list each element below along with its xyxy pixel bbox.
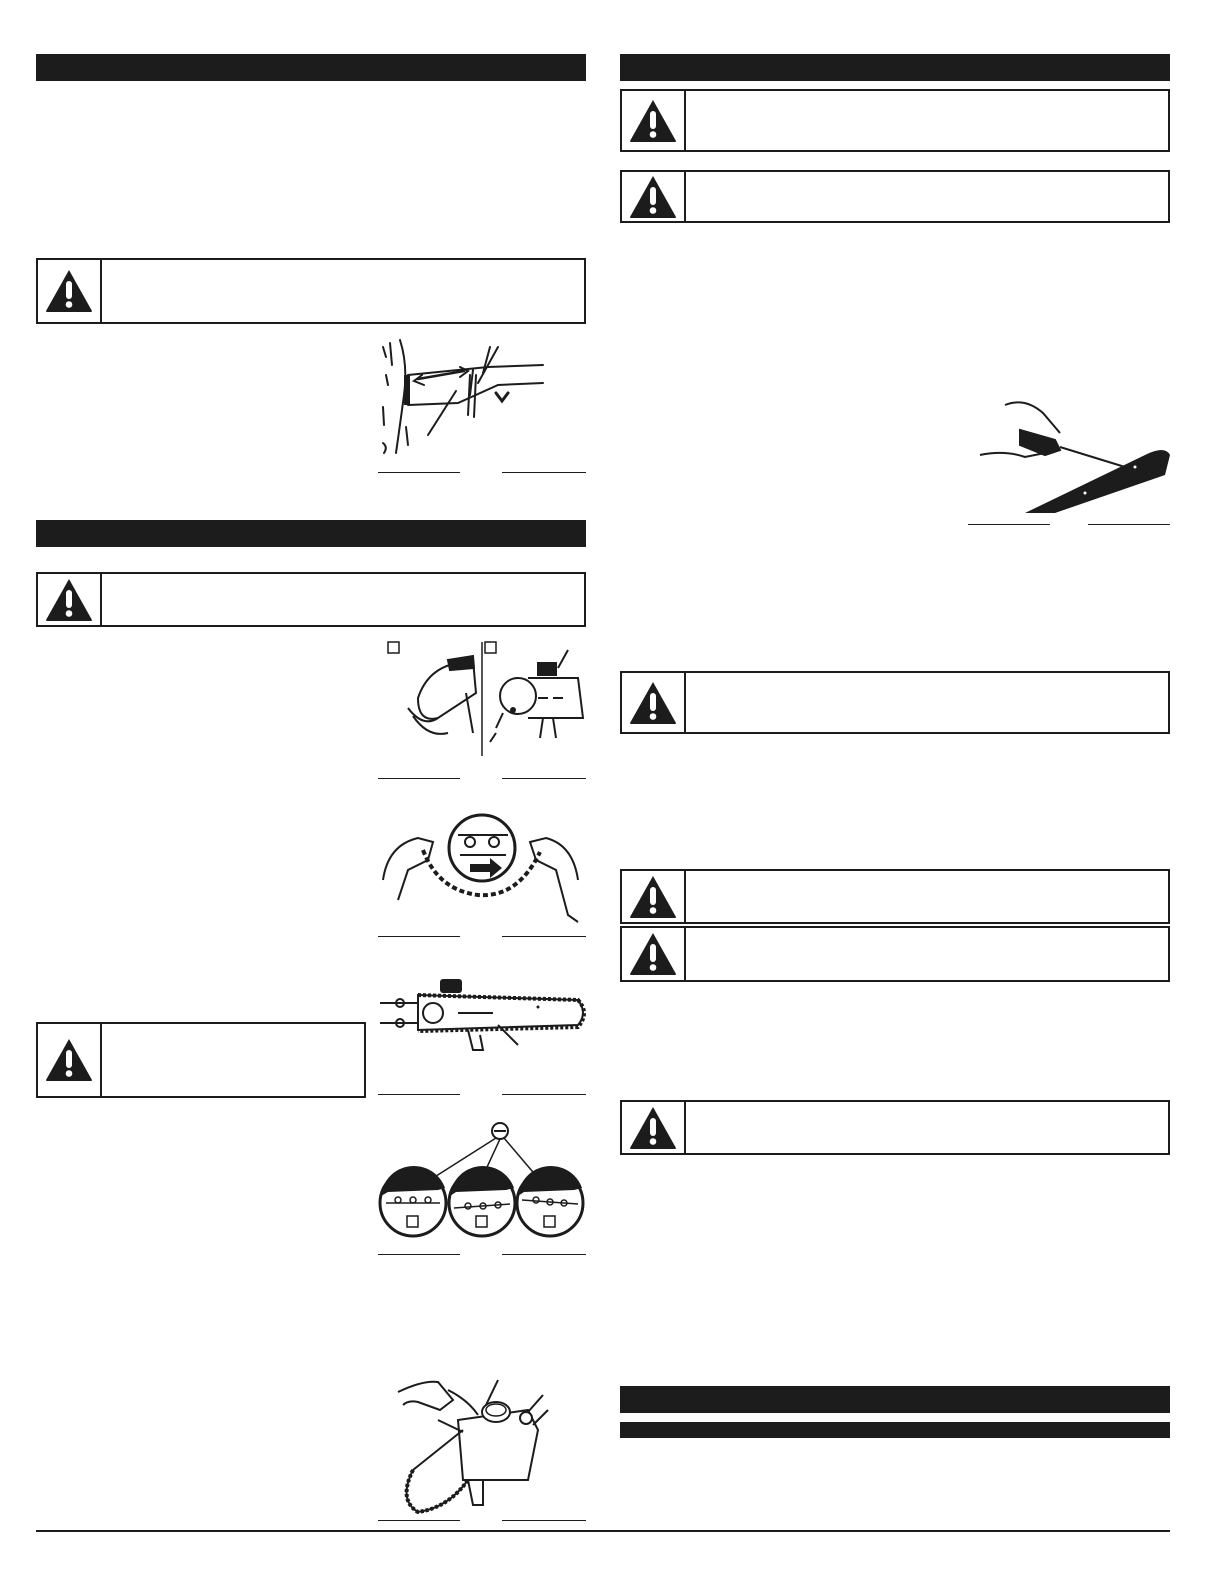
figure-caption-rule (378, 936, 460, 937)
warning-box (620, 89, 1170, 152)
warning-triangle-icon (628, 1105, 678, 1151)
figure-caption-rule (378, 472, 460, 473)
figure-caption-rule (1088, 524, 1170, 525)
checkbox-icon (476, 1216, 487, 1227)
oil-reservoir-figure (378, 1370, 586, 1520)
figure-caption-rule (502, 936, 586, 937)
section-header-bar (36, 54, 586, 81)
warning-box (620, 1100, 1170, 1155)
figure-caption-rule (378, 1520, 460, 1521)
section-header-bar (620, 54, 1170, 81)
chain-tension-figure (378, 1118, 586, 1253)
warning-triangle-icon (44, 268, 94, 314)
warning-triangle-icon (628, 874, 678, 920)
figure-caption-rule (502, 472, 586, 473)
checkbox-icon (407, 1216, 418, 1227)
bar-groove-cleaning-figure (965, 395, 1170, 520)
warning-box (620, 671, 1170, 734)
warning-box (36, 1022, 366, 1098)
warning-box (620, 869, 1170, 924)
warning-box (620, 926, 1170, 982)
warning-triangle-icon (628, 931, 678, 977)
warning-box (620, 170, 1170, 223)
figure-caption-rule (502, 1254, 586, 1255)
footer-rule (36, 1530, 1170, 1532)
figure-caption-rule (378, 1094, 460, 1095)
section-header-bar (36, 520, 586, 547)
bar-chain-figure (378, 975, 586, 1090)
warning-triangle-icon (628, 174, 678, 220)
warning-triangle-icon (44, 577, 94, 623)
subsection-header-bar (620, 1422, 1170, 1438)
figure-caption-rule (502, 1094, 586, 1095)
warning-triangle-icon (628, 680, 678, 726)
figure-caption-rule (378, 778, 460, 779)
warning-triangle-icon (44, 1037, 94, 1083)
figure-caption-rule (968, 524, 1050, 525)
figure-caption-rule (502, 1520, 586, 1521)
checkbox-icon (485, 642, 496, 653)
checkbox-icon (388, 642, 399, 653)
chain-direction-figure (378, 800, 586, 934)
figure-caption-rule (502, 778, 586, 779)
warning-box (36, 258, 586, 324)
checkbox-icon (544, 1216, 555, 1227)
warning-triangle-icon (628, 98, 678, 144)
chain-depth-figure (378, 335, 586, 470)
warning-box (36, 572, 586, 627)
section-header-bar (620, 1386, 1170, 1413)
bar-removal-figure (378, 638, 586, 778)
figure-caption-rule (378, 1254, 460, 1255)
